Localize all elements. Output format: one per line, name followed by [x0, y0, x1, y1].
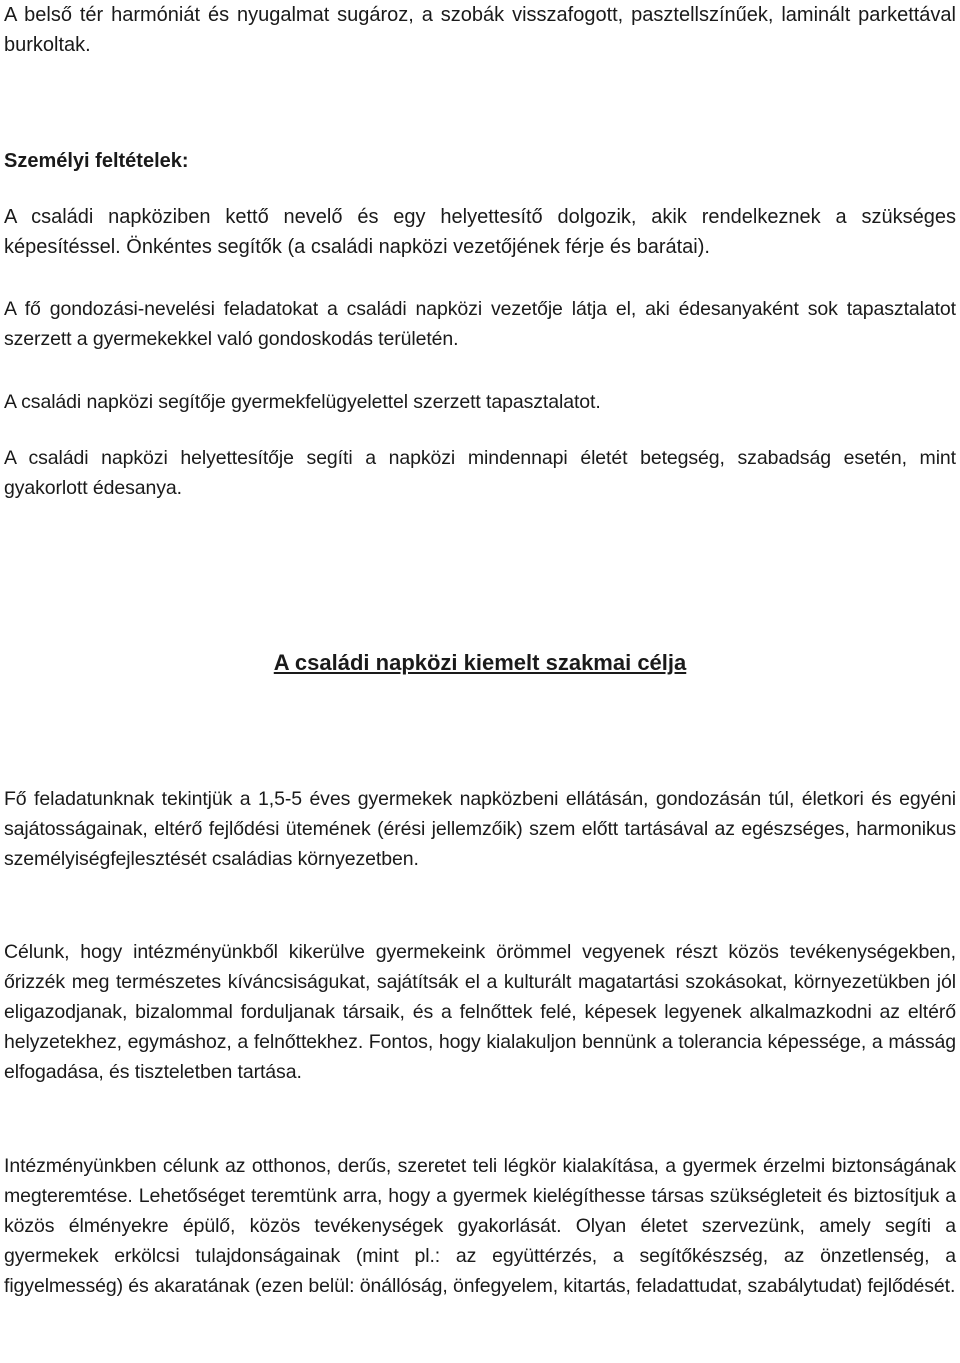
substitute-paragraph: A családi napközi helyettesítője segíti a napközi mindennapi életét betegség, szabadság esetén, mint gyakorlott édesanya. [4, 447, 956, 499]
intro-paragraph: A belső tér harmóniát és nyugalmat sugároz, a szobák visszafogott, pasztellszínűek, laminált parkettával burkoltak. [4, 4, 956, 56]
leader-paragraph: A fő gondozási-nevelési feladatokat a családi napközi vezetője látja el, aki édesanyaként sok tapasztalatot szerzett a gyermekekkel való gondoskodás területén. [4, 298, 956, 350]
goal-paragraph-2: Célunk, hogy intézményünkből kikerülve gyermekeink örömmel vegyenek részt közös tevékenységekben, őrizzék meg természetes kíváncsiságukat, sajátítsák el a kulturált magatartási szokásokat, környezetükben jól eligazodjanak, bizalommal forduljanak társaik, és a felnőttek felé, képesek legyenek alkalmazkodni az eltérő helyzetekhez, egymáshoz, a felnőttekhez. Fontos, hogy kialakuljon bennünk a tolerancia képessége, a másság elfogadása, és tiszteletben tartása. [4, 941, 956, 1083]
assistant-paragraph: A családi napközi segítője gyermekfelügyelettel szerzett tapasztalatot. [4, 391, 601, 413]
goal-paragraph-1: Fő feladatunknak tekintjük a 1,5-5 éves gyermekek napközbeni ellátásán, gondozásán túl, életkori és egyéni sajátosságainak, eltérő fejlődési ütemének (érési jellemzőik) szem előtt tartásával az egészséges, harmonikus személyiségfejlesztését családias környezetben. [4, 788, 956, 870]
goal-paragraph-3: Intézményünkben célunk az otthonos, derűs, szeretet teli légkör kialakítása, a gyermek érzelmi biztonságának megteremtése. Lehetőséget teremtünk arra, hogy a gyermek kielégíthesse társas szükségleteit és biztosítjuk a közös élményekre épülő, közös tevékenységek gyakorlását. Olyan életet szervezünk, amely segíti a gyermekek erkölcsi tulajdonságainak (mint pl.: az együttérzés, a segítőkészség, az önzetlenség, a figyelmesség) és akaratának (ezen belül: önállóság, önfegyelem, kitartás, feladattudat, szabálytudat) fejlődését. [4, 1155, 956, 1297]
section-title: A családi napközi kiemelt szakmai célja [273, 650, 687, 675]
staff-paragraph: A családi napköziben kettő nevelő és egy helyettesítő dolgozik, akik rendelkeznek a szükséges képesítéssel. Önkéntes segítők (a családi napközi vezetőjének férje és barátai). [4, 206, 956, 258]
personal-conditions-heading: Személyi feltételek: [4, 150, 189, 172]
